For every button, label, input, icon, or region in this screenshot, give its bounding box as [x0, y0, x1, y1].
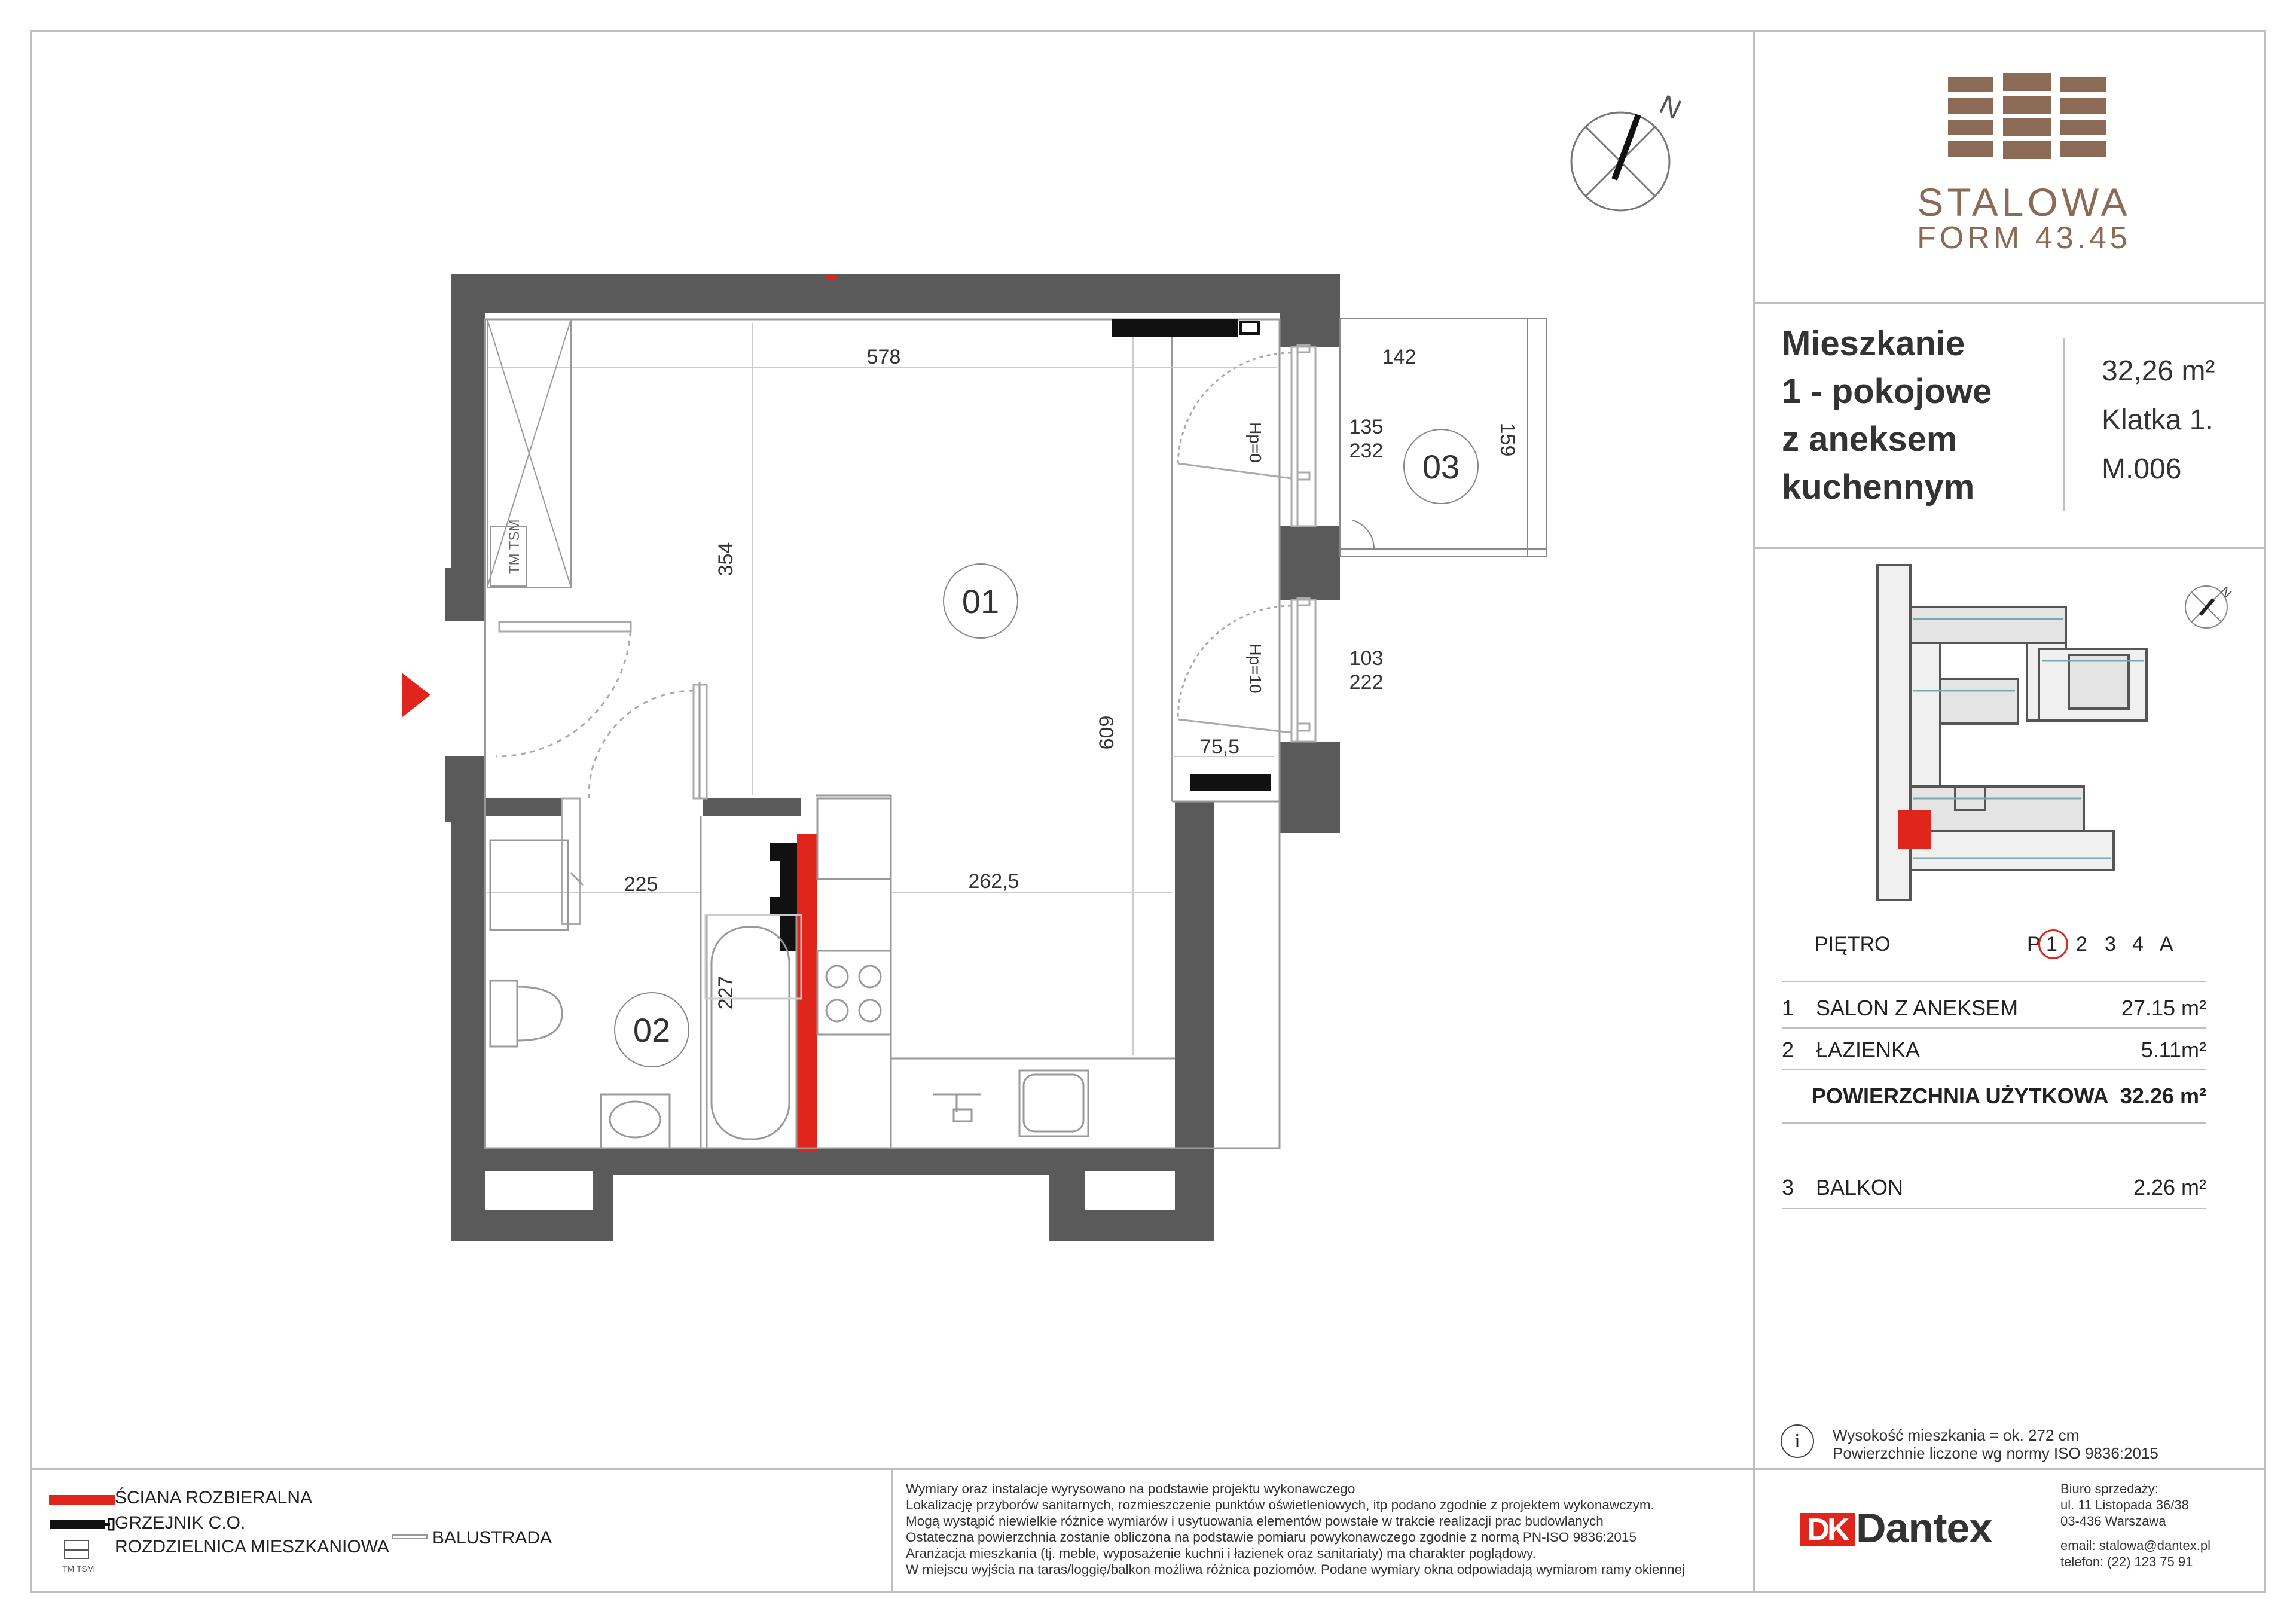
- top-wall-mark: [825, 275, 838, 280]
- divider-title: [1753, 547, 2266, 549]
- dim-balcony-w: 142: [1382, 346, 1416, 368]
- table-rule: [1782, 981, 2206, 982]
- table-rule: [1782, 1122, 2206, 1124]
- apartment-area: 32,26 m²: [2102, 355, 2215, 387]
- balcony-num: 3: [1782, 1175, 1794, 1200]
- room-label-02: 02: [633, 1011, 671, 1049]
- divider-footer-1: [891, 1468, 893, 1593]
- disclaimer: [906, 1481, 1685, 1578]
- title-line: z aneksem: [1782, 420, 1958, 459]
- dim-win2-a: 103: [1349, 647, 1384, 670]
- interior-lines: [485, 319, 1280, 1148]
- dim-small: 75,5: [1199, 736, 1240, 758]
- disclaimer-line: W miejscu wyjścia na taras/loggię/balkon możliwa różnica poziomów. Podane wymiary okna odpowiadają wymiarom ramy okiennej: [906, 1562, 1686, 1577]
- dim-right: 609: [1095, 715, 1118, 750]
- title-line: kuchennym: [1782, 468, 1975, 507]
- divider-meta: [2063, 338, 2065, 511]
- divider-brand: [1753, 302, 2266, 304]
- divider-footer-2: [1753, 1468, 1755, 1593]
- legend-removable-wall-swatch: [49, 1495, 115, 1505]
- apartment-meta: [2102, 347, 2215, 494]
- office-line: 03-436 Warszawa: [2060, 1514, 2166, 1529]
- developer-logo: Dantex: [1856, 1505, 1992, 1551]
- dim-top: 578: [866, 346, 901, 368]
- key-plan: [1866, 559, 2176, 906]
- window-hp0: Hp=0: [1246, 422, 1265, 463]
- legend-radiator-icon: [49, 1513, 115, 1533]
- floor-option-4[interactable]: 4: [2132, 933, 2144, 956]
- disclaimer-line: Wymiary oraz instalacje wyrysowano na podstawie projektu wykonawczego: [906, 1481, 1355, 1496]
- balcony-area: 2.26 m²: [2133, 1175, 2206, 1200]
- table-rule: [1782, 1027, 2206, 1029]
- room-label-03: 03: [1422, 448, 1460, 486]
- divider-vertical: [1753, 30, 1755, 1593]
- info-icon: i: [1781, 1424, 1814, 1458]
- dim-bath-w: 225: [624, 873, 658, 896]
- disclaimer-line: Mogą wystąpić niewielkie różnice wymiarów i usytuowania elementów powstałe w trakcie realizacji prac budowlanych: [906, 1514, 1604, 1529]
- floor-option-3[interactable]: 3: [2105, 933, 2116, 956]
- table-rule: [1782, 1069, 2206, 1070]
- wall-cutouts: [485, 313, 1280, 1210]
- office-line: ul. 11 Listopada 36/38: [2060, 1497, 2189, 1512]
- dim-left: 354: [715, 542, 737, 576]
- apartment-title: [1782, 320, 1992, 511]
- room-label-01: 01: [961, 582, 1000, 620]
- usable-area-value: 32.26 m²: [2120, 1084, 2206, 1108]
- room-name: ŁAZIENKA: [1816, 1038, 1921, 1062]
- balcony-name: BALKON: [1816, 1175, 1904, 1200]
- dim-bath-h: 227: [715, 975, 737, 1010]
- divider-footer: [30, 1468, 2266, 1470]
- entrance-arrow-icon: [402, 673, 430, 718]
- usable-area-label: POWIERZCHNIA UŻYTKOWA: [1812, 1084, 2109, 1108]
- room-num: 1: [1782, 996, 1794, 1020]
- tm-tsm-shaft: [487, 319, 571, 587]
- brand-subname: FORM 43.45: [1917, 221, 2131, 255]
- room-num: 2: [1782, 1038, 1794, 1062]
- dim-bottom: 262,5: [968, 870, 1019, 893]
- disclaimer-line: Lokalizację przyborów sanitarnych, rozmieszczenie punktów oświetleniowych, itp podano zgodnie z projektem wykonawczym.: [906, 1497, 1654, 1512]
- apartment-unit: M.006: [2102, 453, 2182, 485]
- dim-win1-a: 135: [1349, 416, 1384, 438]
- removable-wall: [797, 834, 817, 1151]
- dim-win2-b: 222: [1349, 671, 1384, 694]
- window-hp10: Hp=10: [1246, 643, 1265, 694]
- key-plan-compass-icon: [2182, 574, 2236, 640]
- legend-distribution-box-icon: [60, 1537, 108, 1575]
- legend-tm-tsm: TM TSM: [62, 1564, 94, 1573]
- room-name: SALON Z ANEKSEM: [1816, 996, 2019, 1020]
- norm-note: Powierzchnie liczone wg normy ISO 9836:2015: [1833, 1444, 2158, 1462]
- floor-option-1[interactable]: 1: [2046, 933, 2057, 956]
- legend-distribution-box-label: ROZDZIELNICA MIESZKANIOWA: [115, 1537, 389, 1557]
- title-line: 1 - pokojowe: [1782, 372, 1992, 411]
- floor-label: PIĘTRO: [1815, 933, 1891, 956]
- room-area: 5.11m²: [2141, 1038, 2206, 1062]
- entry-door: [496, 622, 707, 924]
- key-plan-north-label: N: [2217, 583, 2235, 601]
- room-area: 27.15 m²: [2121, 996, 2206, 1020]
- brand-name: STALOWA: [1917, 180, 2131, 224]
- floor-option-p[interactable]: P: [2027, 933, 2041, 956]
- tm-tsm-label: TM TSM: [506, 519, 523, 574]
- legend-railing-label: BALUSTRADA: [432, 1528, 552, 1548]
- dim-balcony-h: 159: [1496, 422, 1519, 457]
- legend-radiator-label: GRZEJNIK C.O.: [115, 1513, 246, 1533]
- office-email[interactable]: email: stalowa@dantex.pl: [2060, 1538, 2211, 1553]
- legend-railing-swatch: [392, 1534, 428, 1539]
- room-badges: [615, 429, 1478, 1067]
- office-phone: telefon: (22) 123 75 91: [2060, 1554, 2193, 1569]
- table-rule: [1782, 1208, 2206, 1209]
- title-line: Mieszkanie: [1782, 324, 1965, 363]
- floor-option-2[interactable]: 2: [2076, 933, 2087, 956]
- floor-option-a[interactable]: A: [2160, 933, 2173, 956]
- disclaimer-line: Ostateczna powierzchnia zostanie obliczona na podstawie pomiaru powykonawczego zgodnie z normą PN-ISO 9836:2015: [906, 1530, 1636, 1545]
- disclaimer-line: Aranżacja mieszkania (tj. meble, wyposażenie kuchni i łazienek oraz sanitariaty) ma charakter poglądowy.: [906, 1546, 1536, 1561]
- dim-win1-b: 232: [1349, 440, 1384, 462]
- north-label: N: [1654, 88, 1686, 126]
- developer-logo-mark: DK: [1800, 1513, 1855, 1546]
- brand-logo: [1937, 72, 2117, 161]
- office-line: Biuro sprzedaży:: [2060, 1481, 2158, 1496]
- legend-removable-wall-label: ŚCIANA ROZBIERALNA: [115, 1488, 313, 1508]
- sales-office: [2060, 1481, 2210, 1570]
- height-note: Wysokość mieszkania = ok. 272 cm: [1833, 1426, 2080, 1444]
- dimension-lines: [487, 323, 1277, 1055]
- kitchen-fixtures: [817, 798, 1088, 1136]
- apartment-staircase: Klatka 1.: [2102, 404, 2213, 436]
